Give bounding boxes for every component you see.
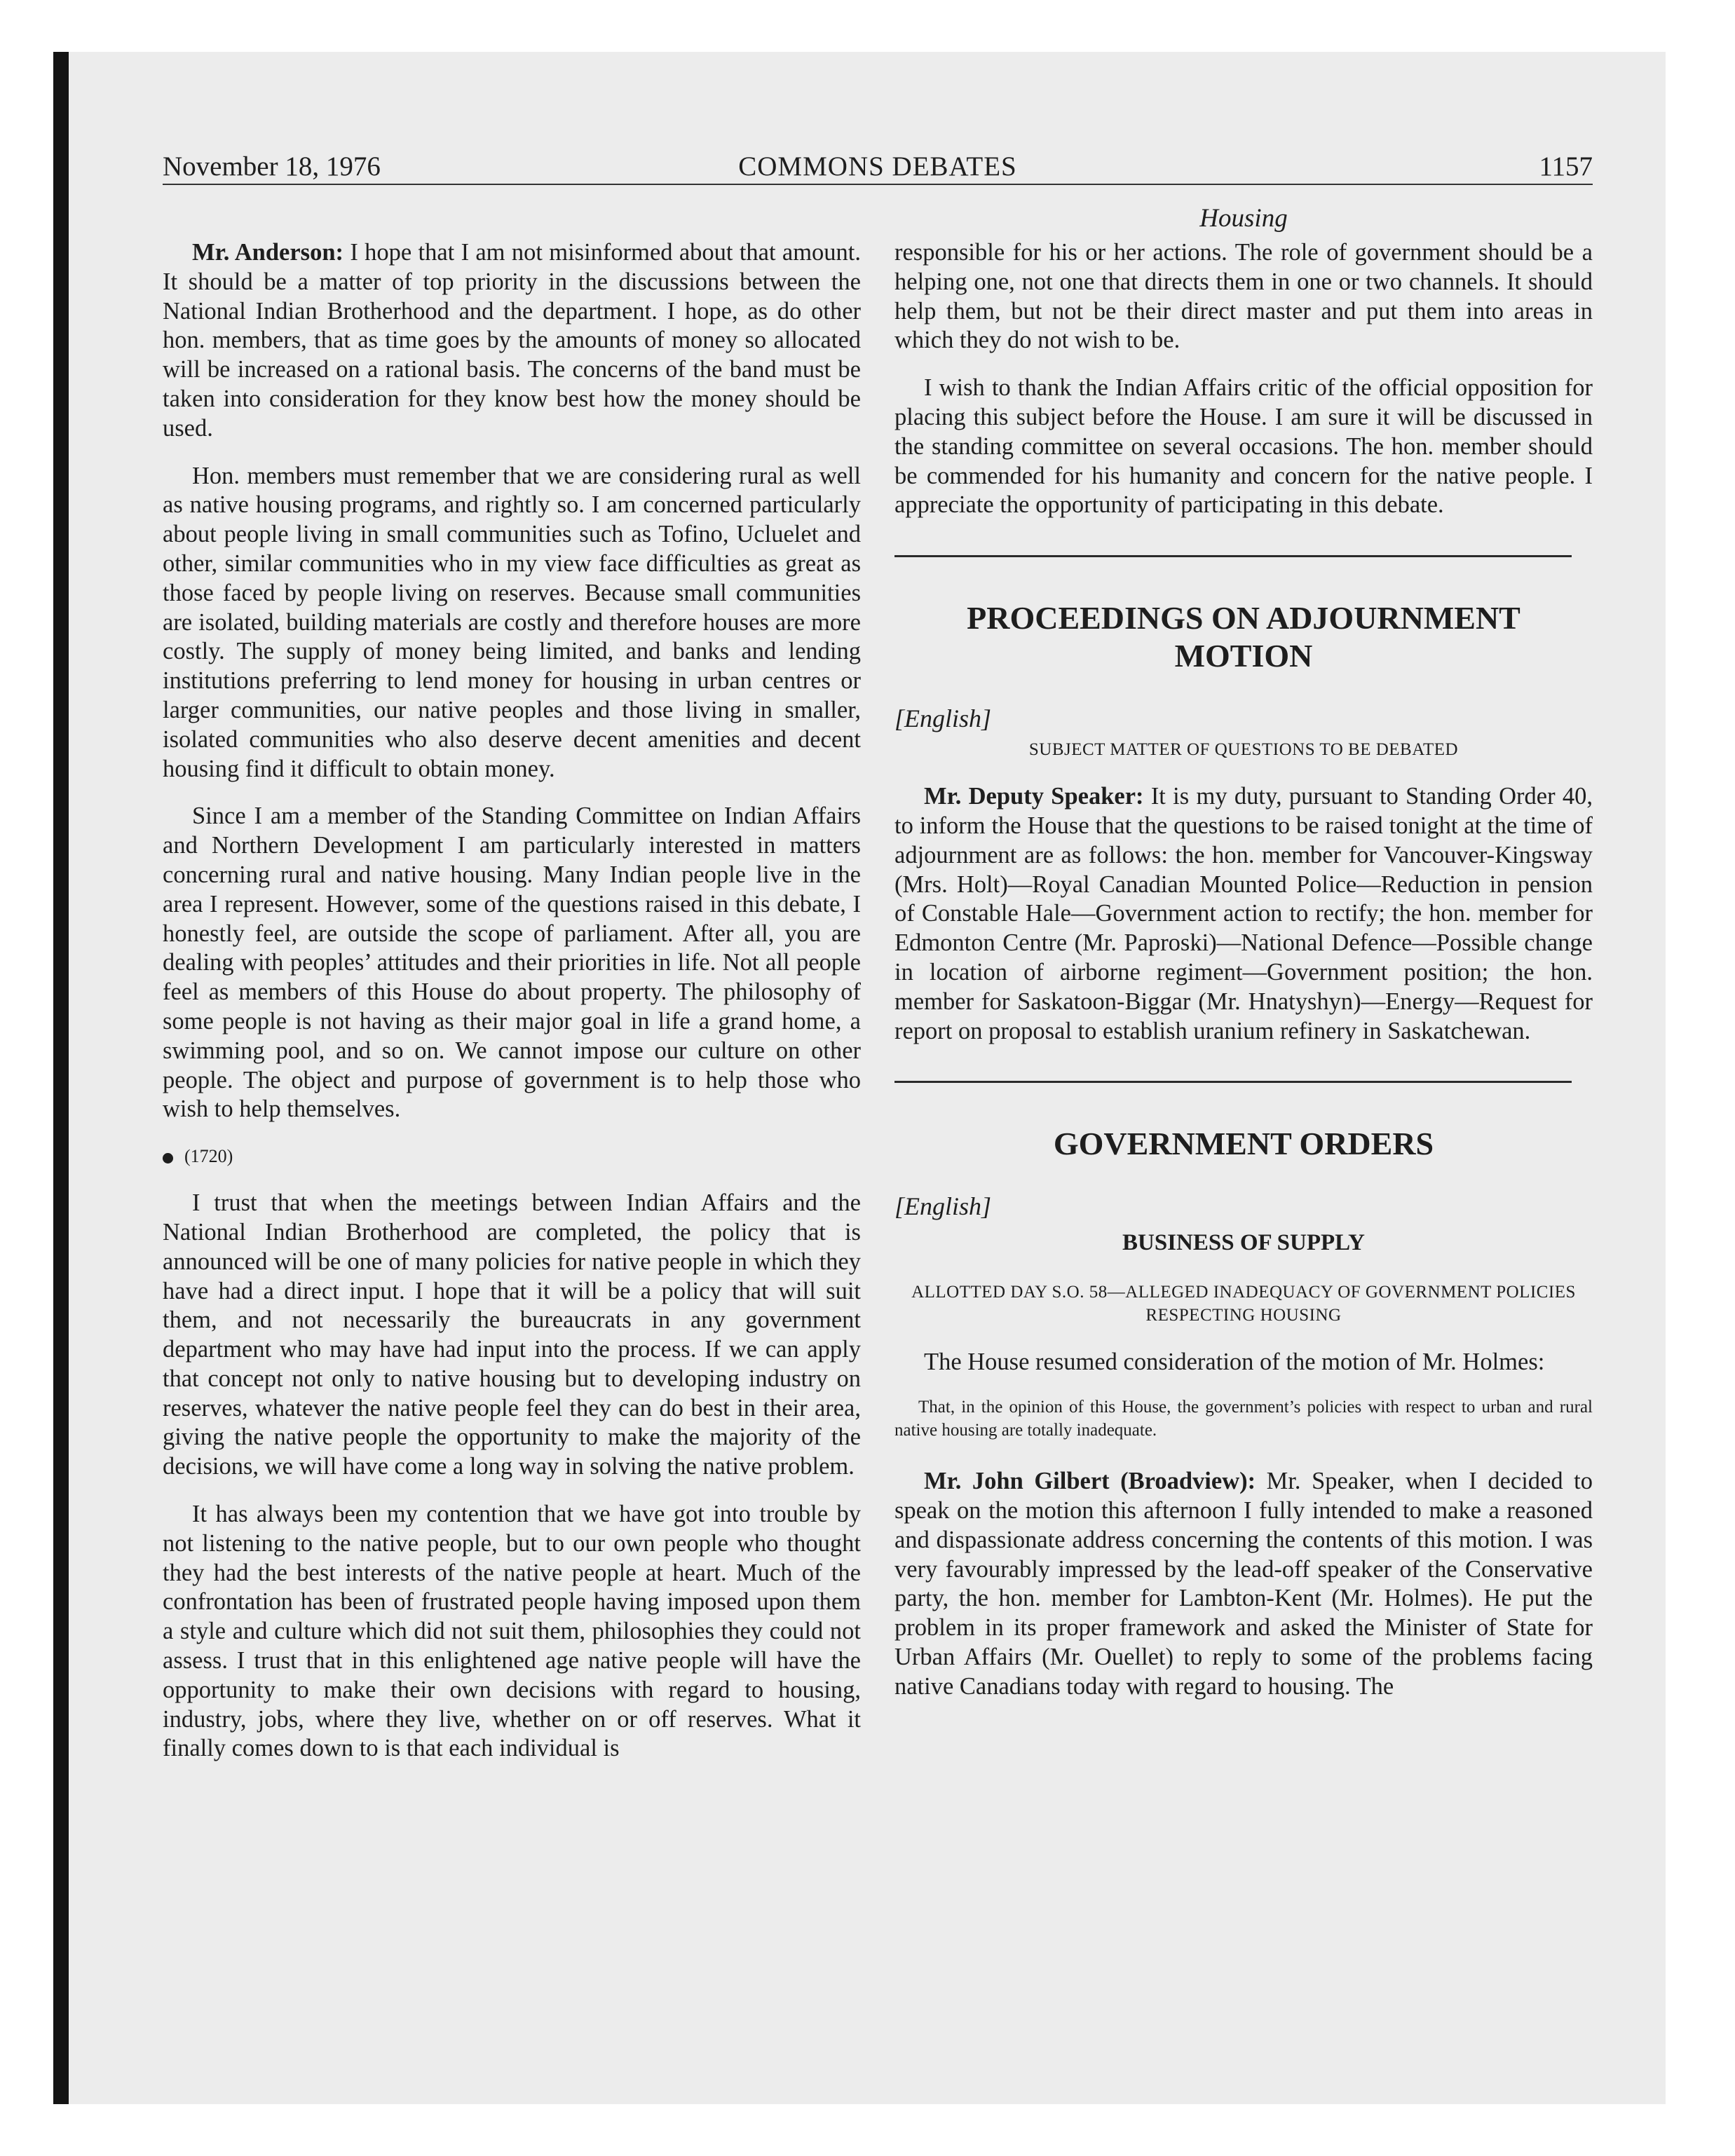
binding-shadow — [53, 52, 69, 2104]
paragraph: I wish to thank the Indian Affairs critic of the official opposition for placing this subject before the House. I am sure it will be discussed in the standing committee on several occasions. The hon. member should be commended for his humanity and concern for the native people. I appreciate the opportunity of participating in this debate. — [894, 374, 1593, 519]
section-divider — [894, 1081, 1572, 1083]
paragraph: Hon. members must remember that we are considering rural as well as native housing programs, and rightly so. I am concerned particularly about people living in small communities such as Tofino, Ucluelet and other, similar communities who in my view face difficulties as great as those faced by people living on reserves. Because small communities are isolated, building materials are costly and therefore houses are more costly. The supply of money being limited, and banks and lending institutions preferring to lend money for housing in urban centres or larger communities, our native peoples and those living in smaller, isolated communities who also deserve decent amenities and decent housing find it difficult to obtain money. — [163, 462, 861, 782]
paragraph-text: It is my duty, pursuant to Standing Order 40, to inform the House that the questions to be raised tonight at the time of adjournment are as follows: the hon. member for Vancouver-Kingsway (Mrs. Holt)—Royal Canadian Mounted Police—Reduction in pension of Constable Hale—Government action to rectify; the hon. member for Edmonton Centre (Mr. Paproski)—National Defence—Possible change in location of airborne regiment—Government position; the hon. member for Saskatoon-Biggar (Mr. Hnatyshyn)—Energy—Request for report on proposal to establish uranium refinery in Saskatchewan. — [894, 783, 1593, 1044]
time-stamp: (1720) — [184, 1146, 233, 1167]
paragraph-anderson-1 — [163, 238, 861, 444]
running-head: Housing — [1199, 204, 1288, 233]
section-title-adjournment: PROCEEDINGS ON ADJOURNMENT MOTION — [967, 600, 1520, 674]
bullet-icon — [163, 1153, 173, 1164]
subject-heading: SUBJECT MATTER OF QUESTIONS TO BE DEBATED — [1028, 740, 1459, 760]
page-header — [163, 150, 1593, 184]
right-column — [894, 238, 1593, 1720]
language-tag: [English] — [894, 704, 992, 733]
paragraph-continued: responsible for his or her actions. The role of government should be a helping one, not one that directs them in one or two channels. It should help them, but not be their direct master and put them into areas in which they do not wish to be. — [894, 239, 1593, 354]
header-rule — [163, 184, 1593, 185]
paragraph-text: I hope that I am not misinformed about that amount. It should be a matter of top priority in the discussions between the National Indian Brotherhood and the department. I hope, as do other hon. members, that as time goes by the amounts of money so allocated will be increased on a rational basis. The concerns of the band must be taken into consideration for they know best how the money should be used. — [163, 239, 861, 442]
left-column — [163, 238, 861, 1782]
motion-quote: That, in the opinion of this House, the government’s policies with respect to urban and rural native housing are totally inadequate. — [894, 1398, 1593, 1440]
header-page-number: 1157 — [1539, 151, 1593, 182]
header-date: November 18, 1976 — [163, 151, 381, 182]
allotted-day-heading: ALLOTTED DAY S.O. 58—ALLEGED INADEQUACY OF GOVERNMENT POLICIES RESPECTING HOUSING — [911, 1283, 1576, 1325]
time-marker — [163, 1142, 861, 1171]
speaker-name: Mr. John Gilbert (Broadview): — [924, 1468, 1256, 1495]
paragraph-text: Mr. Speaker, when I decided to speak on the motion this afternoon I fully intended to make a reasoned and dispassionate address concerning the contents of this motion. I was very favourably impressed by the lead-off speaker of the Conservative party, the hon. member for Lambton-Kent (Mr. Holmes). He put the problem in its proper framework and asked the Minister of State for Urban Affairs (Mr. Ouellet) to reply to some of the problems facing native Canadians today with regard to housing. The — [894, 1468, 1593, 1700]
section-divider — [894, 555, 1572, 557]
paragraph: It has always been my contention that we have got into trouble by not listening to the native people, but to our own people who thought they had the best interests of the native people at heart. Much of the confrontation has been of frustrated people having imposed upon them a style and culture which did not suit them, philosophies they could not assess. I trust that in this enlightened age native people will have the opportunity to make their own decisions with regard to housing, industry, jobs, where they live, whether on or off reserves. What it finally comes down to is that each individual is — [163, 1501, 861, 1762]
paragraph: Since I am a member of the Standing Committee on Indian Affairs and Northern Development I am particularly interested in matters concerning rural and native housing. Many Indian people live in the area I represent. However, some of the questions raised in this debate, I honestly feel, are outside the scope of parliament. After all, you are dealing with peoples’ attitudes and their priorities in life. Not all people feel as members of this House do about property. The philosophy of some people is not having as their major goal in life a grand home, a swimming pool, and so on. We cannot impose our culture on other people. The object and purpose of government is to help those who wish to help themselves. — [163, 803, 861, 1123]
language-tag: [English] — [894, 1192, 992, 1221]
speaker-name: Mr. Anderson: — [192, 239, 344, 266]
speaker-name: Mr. Deputy Speaker: — [924, 783, 1144, 810]
supply-heading: BUSINESS OF SUPPLY — [1122, 1230, 1365, 1256]
paragraph: I trust that when the meetings between Indian Affairs and the National Indian Brotherhood are completed, the policy that is announced will be one of many policies for native people in which they have had a direct input. I hope that it will be a policy that will suit them, and not necessarily the bureaucrats in any government department who may have had input into the process. If we can apply that concept not only to native housing but to developing industry on reserves, whatever the native people feel they can do best in their area, giving the native people the opportunity to make the majority of the decisions, we will have come a long way in solving the native problem. — [163, 1189, 861, 1480]
section-title-government-orders: GOVERNMENT ORDERS — [1053, 1126, 1434, 1162]
paragraph-gilbert — [894, 1467, 1593, 1701]
paragraph: The House resumed consideration of the motion of Mr. Holmes: — [924, 1349, 1545, 1376]
paragraph-deputy-speaker — [894, 782, 1593, 1046]
header-publication: COMMONS DEBATES — [738, 151, 1017, 182]
